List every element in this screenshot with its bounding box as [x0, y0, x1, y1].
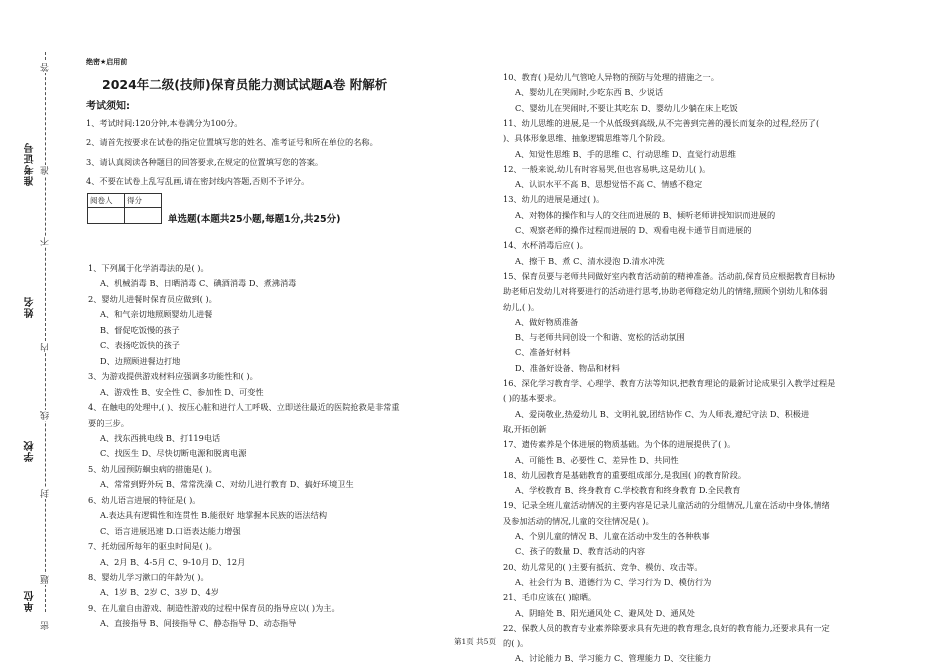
question-line: 22、保教人员的教育专业素养除要求具有先进的教育理念,良好的教育能力,还要求具有一定	[503, 622, 830, 633]
question-line: A、阴暗处 B、阳光通风处 C、避风处 D、通风处	[515, 607, 695, 618]
question-line: 19、记录全班儿童活动情况的主要内容是记录儿童活动的分组情况,儿童在活动中身体,情绪	[503, 500, 830, 511]
binding-margin	[0, 0, 75, 671]
question-line: C、表扬吃饭快的孩子	[100, 340, 180, 351]
seal-char: 准	[41, 166, 51, 175]
question-line: 15、保育员要与老师共同做好室内教育活动前的精神准备。活动前,保育员应根据教育目标协	[503, 270, 836, 281]
question-line: 的( )。	[503, 638, 529, 649]
question-line: A.表达具有逻辑性和连贯性 B.能很好 地掌握本民族的语法结构	[100, 510, 328, 521]
question-line: 18、幼儿园教育是基础教育的重要组成部分,是我国( )的教育阶段。	[503, 469, 747, 480]
score-table	[87, 193, 162, 224]
question-line: A、和气亲切地照顾婴幼儿进餐	[100, 309, 213, 320]
question-line: 13、幼儿的进展是通过( )。	[503, 194, 605, 205]
question-line: 6、幼儿语言进展的特征是( )。	[88, 494, 201, 505]
question-line: A、个别儿童的情况 B、儿童在活动中发生的各种秩事	[515, 531, 710, 541]
school-label: 学校	[25, 440, 36, 462]
question-line: C、孩子的数量 D、教育活动的内容	[515, 546, 646, 557]
question-line: A、擦干 B、煮 C、清水浸泡 D.清水冲洗	[515, 255, 665, 266]
page-number: 第1页 共5页	[454, 637, 496, 646]
question-line: 20、幼儿常见的( )主要有抵抗、竞争、模仿、攻击等。	[503, 561, 703, 572]
question-line: A、常常到野外玩 B、常常洗澡 C、对幼儿进行教育 D、搞好环境卫生	[100, 479, 354, 490]
question-line: A、游戏性 B、安全性 C、参加性 D、可变性	[100, 386, 264, 397]
question-line: 2、婴幼儿进餐时保育员应做到( )。	[88, 293, 217, 304]
question-line: C、语言进展迅速 D.口语表达能力增强	[100, 525, 241, 536]
seal-char: 封	[41, 489, 51, 498]
notice-item: 4、不要在试卷上乱写乱画,请在密封线内答题,否则不予评分。	[86, 176, 310, 186]
question-line: D、边照顾进餐边打地	[100, 355, 181, 366]
question-line: A、婴幼儿在哭闹时,少吃东西 B、少说话	[515, 87, 664, 98]
question-line: A、对物体的操作和与人的交往而进展的 B、倾听老师讲授知识而进展的	[515, 209, 776, 220]
seal-char: 线	[41, 411, 51, 420]
question-line: 11、幼儿思维的进展,是一个从低级到高级,从不完善到完善的漫长而复杂的过程,经历了(	[503, 117, 820, 128]
seal-char: 题	[41, 575, 51, 584]
question-line: 助老师启发幼儿对将要进行的活动进行思考,协助老师稳定幼儿的情绪,照顾个别幼儿和体弱	[503, 286, 828, 297]
question-line: 要的三步。	[88, 417, 129, 428]
grader-header: 阅卷人	[88, 194, 125, 208]
question-line: A、知觉性思维 B、手的思维 C、行动思维 D、直觉行动思维	[515, 148, 736, 159]
question-line: )、具体形象思维、抽象逻辑思维等几个阶段。	[503, 133, 670, 144]
question-line: 及参加活动的情况,儿童的交往情况是( )。	[503, 515, 654, 526]
confidential-mark: 绝密★启用前	[86, 58, 128, 66]
question-line: 8、婴幼儿学习漱口的年龄为( )。	[88, 572, 209, 582]
question-line: A、机械消毒 B、日晒消毒 C、碘酒消毒 D、煮沸消毒	[100, 278, 297, 289]
score-header: 得分	[125, 194, 162, 208]
question-line: B、与老师共同创设一个和谐、宽松的活动氛围	[515, 332, 685, 343]
notice-item: 2、请首先按要求在试卷的指定位置填写您的姓名、准考证号和所在单位的名称。	[86, 137, 378, 147]
question-line: 17、遗传素养是个体进展的物质基础。为个体的进展提供了( )。	[503, 439, 736, 450]
question-line: A、社会行为 B、道德行为 C、学习行为 D、模仿行为	[515, 576, 712, 587]
question-line: B、督促吃饭慢的孩子	[100, 324, 180, 335]
question-line: C、准备好材料	[515, 347, 571, 358]
question-line: 16、深化学习教育学、心理学、教育方法等知识,把教育理论的最新讨论成果引入教学过程是	[503, 378, 836, 388]
notice-item: 1、考试时间:120分钟,本卷满分为100分。	[86, 118, 243, 128]
question-line: A、讨论能力 B、学习能力 C、管理能力 D、交往能力	[515, 653, 712, 664]
question-line: C、找医生 D、尽快切断电源和脱离电源	[100, 448, 247, 459]
seal-char: 内	[41, 343, 51, 352]
question-line: A、1岁 B、2岁 C、3岁 D、4岁	[100, 587, 219, 598]
question-line: A、做好物质准备	[515, 316, 579, 327]
unit-label: 单位	[25, 590, 36, 612]
question-line: ( )的基本要求。	[503, 393, 562, 404]
notice-item: 3、请认真阅读各种题目的回答要求,在规定的位置填写您的答案。	[86, 157, 324, 167]
notice-heading: 考试须知:	[86, 101, 130, 112]
score-cell	[125, 208, 162, 224]
question-line: A、学校教育 B、终身教育 C.学校教育和终身教育 D.全民教育	[515, 485, 741, 496]
exam-number-label: 准考证号	[25, 142, 36, 186]
grader-cell	[88, 208, 125, 224]
question-line: 3、为游戏提供游戏材料应强调多功能性和( )。	[88, 371, 258, 382]
question-line: 12、一般来说,幼儿有时容易哭,但也容易哄,这是幼儿( )。	[503, 163, 711, 174]
seal-char: 答	[41, 63, 51, 72]
question-line: D、准备好设备、物品和材料	[515, 362, 620, 373]
question-line: A、认识水平不高 B、思想觉悟不高 C、情感不稳定	[515, 179, 703, 190]
question-line: 14、水杯消毒后应( )。	[503, 240, 588, 251]
question-line: A、2月 B、4-5月 C、9-10月 D、12月	[100, 556, 246, 567]
question-line: C、观察老师的操作过程而进展的 D、观看电视卡通节目而进展的	[515, 225, 752, 235]
question-line: 1、下列属于化学消毒法的是( )。	[88, 263, 209, 273]
question-line: 9、在儿童自由游戏、制造性游戏的过程中保育员的指导应以( )为主。	[88, 602, 340, 613]
question-line: A、直接指导 B、间接指导 C、静态指导 D、动态指导	[100, 618, 297, 629]
question-line: A、可能性 B、必要性 C、差异性 D、共同性	[515, 454, 679, 465]
question-line: 5、幼儿园预防蛔虫病的措施是( )。	[88, 463, 217, 474]
question-line: C、婴幼儿在哭闹时,不要让其吃东 D、婴幼儿少躺在床上吃饭	[515, 102, 738, 113]
question-line: 7、托幼园所每年的驱虫时间是( )。	[88, 541, 217, 552]
seal-char: 密	[41, 621, 51, 630]
question-line: 幼儿,( )。	[503, 301, 540, 312]
question-line: 4、在触电的处理中,( )、按压心脏和进行人工呼吸、立即送往最近的医院抢救是非常重	[88, 402, 400, 413]
seal-line	[45, 52, 46, 612]
question-line: 21、毛巾应该在( )晾晒。	[503, 592, 597, 603]
question-line: 10、教育( )是幼儿气管呛人异物的预防与处理的措施之一。	[503, 72, 719, 82]
seal-char: 不	[41, 237, 51, 246]
question-line: 取,开拓创新	[503, 423, 547, 434]
question-line: A、爱岗敬业,热爱幼儿 B、文明礼貌,团结协作 C、为人师表,遵纪守法 D、积极进	[515, 408, 810, 419]
name-label: 姓名	[25, 296, 36, 318]
section-heading: 单选题(本题共25小题,每题1分,共25分)	[168, 214, 341, 225]
page-title: 2024年二级(技师)保育员能力测试试题A卷 附解析	[102, 77, 388, 92]
question-line: A、找东西挑电线 B、打119电话	[100, 432, 221, 443]
